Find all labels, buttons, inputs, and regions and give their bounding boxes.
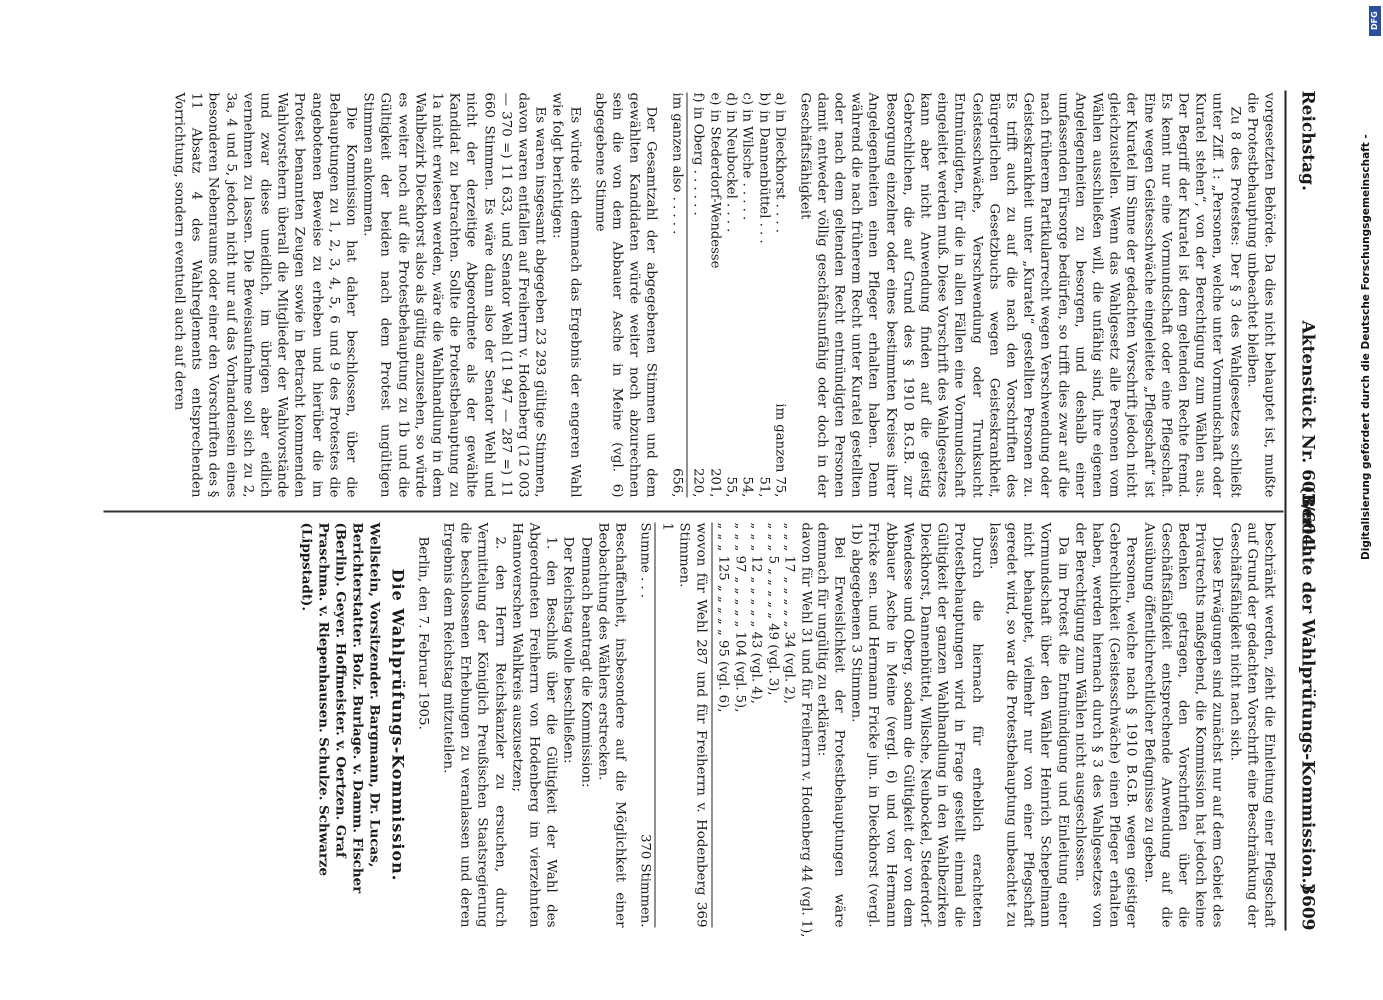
paragraph: beschränkt werden, zieht die Einleitung einer Pflegschaft auf Grund der gedachten Vorschrift eine Beschränkung der Geschäftsfähigkeit nicht nach sich. <box>1226 522 1276 927</box>
summe-table <box>636 522 652 927</box>
table-row <box>722 92 738 497</box>
row-label: a) in Dieckhorst . . . . <box>772 92 788 233</box>
page-number: 3609 <box>1297 882 1317 930</box>
column-divider <box>103 510 1283 512</box>
paragraph: Die Kommission hat daher beschlossen, über die Behauptungen zu 1, 2, 3, 4, 5, 6 und 9 des Protestes die angebotenen Beweise zu erheben und hierüber die im Protest benannten Zeugen sowie in Betracht kommenden Wahlvorstehern überall die Mitglieder der Wahlvorstände und zwar diese uneidlich, im übrigen aber eidlich vernehmen zu lassen. Die Beweisaufnahme soll sich zu 2, 3a, 4 und 5, jedoch nicht nur auf das Vorhandensein eines besonderen Nebenraums oder einer den Vorschriften des § 11 Absatz 4 des Wahlreglements entsprechenden Vorrichtung, sondern eventuell auch auf deren <box>170 92 359 497</box>
paragraph: Der Gesamtzahl der abgegebenen Stimmen und dem gewählten Kandidaten würde weiter noch abzurechnen sein die von dem Abbauer Asche in Meine (vgl. 6) abgegebene Stimme <box>591 92 659 497</box>
sum-table <box>667 92 683 497</box>
paragraph: Da im Protest die Entmündigung und Einleitung einer Vormundschaft über den Wähler Heinrich Schepelmann nicht behauptet, vielmehr nur von einer Pflegschaft geredet wird, so war die Protestbehauptung unbeachtet zu lassen. <box>985 522 1070 927</box>
row-total: 54, <box>739 476 755 497</box>
signatures <box>296 522 382 927</box>
sum-label: im ganzen also . . . . . <box>668 92 684 234</box>
date-line: Berlin, den 7. Februar 1905. <box>414 536 430 730</box>
paragraph: Demnach beantragt die Kommission: <box>577 536 593 788</box>
paragraph: vorgesetzten Behörde. Da dies nicht behauptet ist, mußte die Protestbehauptung unbeachtet bleiben. <box>1243 92 1276 497</box>
motion-item: 2. den Herrn Reichskanzler zu ersuchen, durch Vermittelung der Königlich Preußischen Staatsregierung die beschlossenen Erhebungen zu veranlassen und deren Ergebnis dem Reichstag mitzuteilen. <box>440 522 507 927</box>
row-detail: „ „ „ 17 „ „ „ „ „ 34 (vgl. 2), <box>781 522 797 704</box>
paragraph: Es waren insgesamt abgegeben 23 293 gültige Stimmen, davon waren entfallen auf Freiherrn v. Hodenberg (12 003 — 370 =) 11 633, und Senator Wehl (11 947 — 287 =) 11 660 Stimmen. Es wäre dann also der Senator Wehl und nicht der derzeitige Abgeordnete als der gewählte Kandidat zu betrachten. Sollte die Protestbehauptung zu 1a nicht erwiesen werden, wäre die Wahlhandlung in dem Wahlbezirk Dieckhorst also als gültig anzusehen, so würde es weiter noch auf die Protestbehauptung zu 1b und die Gültigkeit der beiden nach dem Protest ungültigen Stimmen ankommen. <box>360 92 548 497</box>
additional-vote: 1 <box>658 522 674 531</box>
sum-total: 656, <box>668 467 684 497</box>
row-label: d) in Neubockel . . . . <box>723 92 739 232</box>
signature-list: Wellstein, Vorsitzender. Bargmann, Dr. Lucas, Berichterstatter. Bolz. Burlage. v. Damm. Fischer (Berlin). Geyer. Hoffmeister. v. Oertzen. Graf Praschma. v. Riepenhausen. Schulze. Schwarze (Lippstadt). <box>297 522 383 893</box>
row-total: 220, <box>690 467 706 497</box>
paragraph: Es würde sich demnach das Ergebnis der engeren Wahl wie folgt berichtigen: <box>549 92 582 497</box>
funding-note: Digitalisierung gefördert durch die Deutsche Forschungsgemeinschaft - <box>1360 134 1372 560</box>
table-row <box>738 92 754 497</box>
summe-value: 370 Stimmen. <box>637 833 653 927</box>
row-detail: „ „ „ 125 „ „ „ „ „ 95 (vgl. 6), <box>715 522 731 712</box>
paragraph: Bei Erweislichkeit der Protestbehauptungen wäre demnach für ungültig zu erklären: <box>813 522 846 927</box>
sum-rule <box>686 92 687 497</box>
sum-row <box>667 92 683 497</box>
row-detail: „ „ „ 97 „ „ „ „ „ 104 (vgl. 5), <box>731 522 747 712</box>
table-row <box>689 92 705 497</box>
right-column <box>296 522 1277 937</box>
table-row <box>714 522 730 937</box>
row-total: im ganzen 75, <box>772 402 788 497</box>
summe-row <box>636 522 652 927</box>
invalid-votes-table <box>714 522 812 937</box>
table-row <box>747 522 763 937</box>
row-total: 201, <box>706 467 722 497</box>
table-row <box>763 522 779 937</box>
row-label: e) in Stederdorf-Wendesse <box>706 92 722 268</box>
motion-item: 1. den Beschluß über die Gültigkeit der Wahl des Abgeordneten Freiherrn von Hodenberg im vierzehnten Hannoverschen Wahlkreis auszusetzen; <box>508 522 559 927</box>
row-label: f) in Oberg . . . . . . <box>690 92 706 216</box>
table-row <box>755 92 771 497</box>
sum-detail: wovon für Wehl 287 und für Freiherrn v. Hodenberg 369 Stimmen. <box>675 522 709 927</box>
row-label: c) in Wilsche . . . . . <box>739 92 755 220</box>
row-detail: davon für Wehl 31 und für Freiherrn v. Hodenberg 44 (vgl. 1), <box>797 522 813 937</box>
paragraph: Durch die hiernach für erheblich erachteten Protestbehauptungen wird in Frage gestellt einmal die Gültigkeit der ganzen Wahlhandlung in den Wahlbezirken Dieckhorst, Dannenbüttel, Wilsche, Neubockel, Stederdorf-Wendesse und Oberg, sodann die Gültigkeit der von dem Abbauer Asche in Meine (vergl. 6) und von Hermann Fricke sen. und Hermann Fricke jun. in Dieckhorst (vergl. 1b) abgegebenen 3 Stimmen. <box>848 522 984 927</box>
summe-label: Summe . . . <box>637 522 653 598</box>
paragraph: Personen, welche nach § 1910 B.G.B. wegen geistiger Gebrechlichkeit (Geistesschwäche) einen Pfleger erhalten haben, werden hiernach durch § 3 des Wahlgesetzes von der Berechtigung zum Wählen nicht ausgeschlossen. <box>1071 522 1139 927</box>
table-row <box>796 522 812 937</box>
header-center: Aktenstück Nr. 603/604. <box>1297 320 1317 552</box>
left-column <box>170 92 1277 497</box>
page-header <box>1287 90 1317 930</box>
paragraph: Diese Erwägungen sind zunächst nur auf dem Gebiet des Privatrechts maßgebend, die Kommission hat jedoch keine Bedenken getragen, den Vorschriften über die Geschäftsfähigkeit entsprechende Anwendung auf die Ausübung öffentlichrechtlicher Befugnisse zu geben. <box>1140 522 1225 927</box>
dfg-logo: DFG <box>1369 6 1381 36</box>
table-row <box>705 92 721 497</box>
row-total: 55, <box>723 476 739 497</box>
table-row <box>730 522 746 937</box>
table-row <box>771 92 787 497</box>
sum-rule <box>711 522 712 927</box>
header-section: (Berichte der Wahlprüfungs-Kommission.) <box>1297 485 1317 892</box>
paragraph: Beschaffenheit, insbesondere auf die Möglichkeit einer Beobachtung des Wählers erstrecken. <box>594 522 628 927</box>
results-table <box>689 92 787 497</box>
header-left: Reichstag. <box>1297 90 1317 191</box>
row-detail: „ „ „ 5 „ „ „ „ „ 49 (vgl. 3), <box>764 522 780 696</box>
row-label: b) in Dannenbüttel . . . <box>755 92 771 244</box>
row-total: 51, <box>755 476 771 497</box>
table-row <box>780 522 796 937</box>
row-detail: „ „ „ 12 „ „ „ „ „ 43 (vgl. 4), <box>748 522 764 704</box>
header-rule <box>1285 90 1287 930</box>
paragraph: Der Reichstag wolle beschließen: <box>560 536 576 764</box>
commission-title: Die Wahlprüfungs-Kommission. <box>387 568 407 881</box>
paragraph: Zu 8 des Protestes: Der § 3 des Wahlgesetzes schließt unter Ziff. 1: „Personen, welche unter Vormundschaft oder Kuratel stehen“, von der Berechtigung zum Wählen aus. Der Begriff der Kuratel ist dem geltenden Rechte fremd. Es kennt nur eine Vormundschaft oder eine Pflegschaft. Eine wegen Geistesschwäche eingeleitete „Pflegschaft“ ist der Kuratel im Sinne der gedachten Vorschrift jedoch nicht gleichzustellen. Wenn das Wahlgesetz alle Personen vom Wählen ausschließen will, die unfähig sind, ihre eigenen Angelegenheiten zu besorgen, und deshalb einer umfassenden Fürsorge bedürfen, so trifft dies zwar auf die nach früherem Partikularrecht wegen Verschwendung oder Geisteskrankheit unter „Kuratel“ gestellten Personen zu. Es trifft auch zu auf die nach den Vorschriften des Bürgerlichen Gesetzbuchs wegen Geisteskrankheit, Geistesschwäche, Verschwendung oder Trunksucht Entmündigten, für die in allen Fällen eine Vormundschaft eingeleitet werden muß. Diese Vorschrift des Wahlgesetzes kann aber nicht Anwendung finden auf die geistig Gebrechlichen, die auf Grund des § 1910 B.G.B. zur Besorgung einzelner oder eines bestimmten Kreises ihrer Angelegenheiten einen Pfleger erhalten haben. Denn während die nach früherem Recht unter Kuratel gestellten oder nach dem geltenden Recht entmündigten Personen damit entweder völlig geschäftsunfähig oder doch in der Geschäftsfähigkeit <box>796 92 1242 497</box>
total-rule <box>654 522 655 927</box>
